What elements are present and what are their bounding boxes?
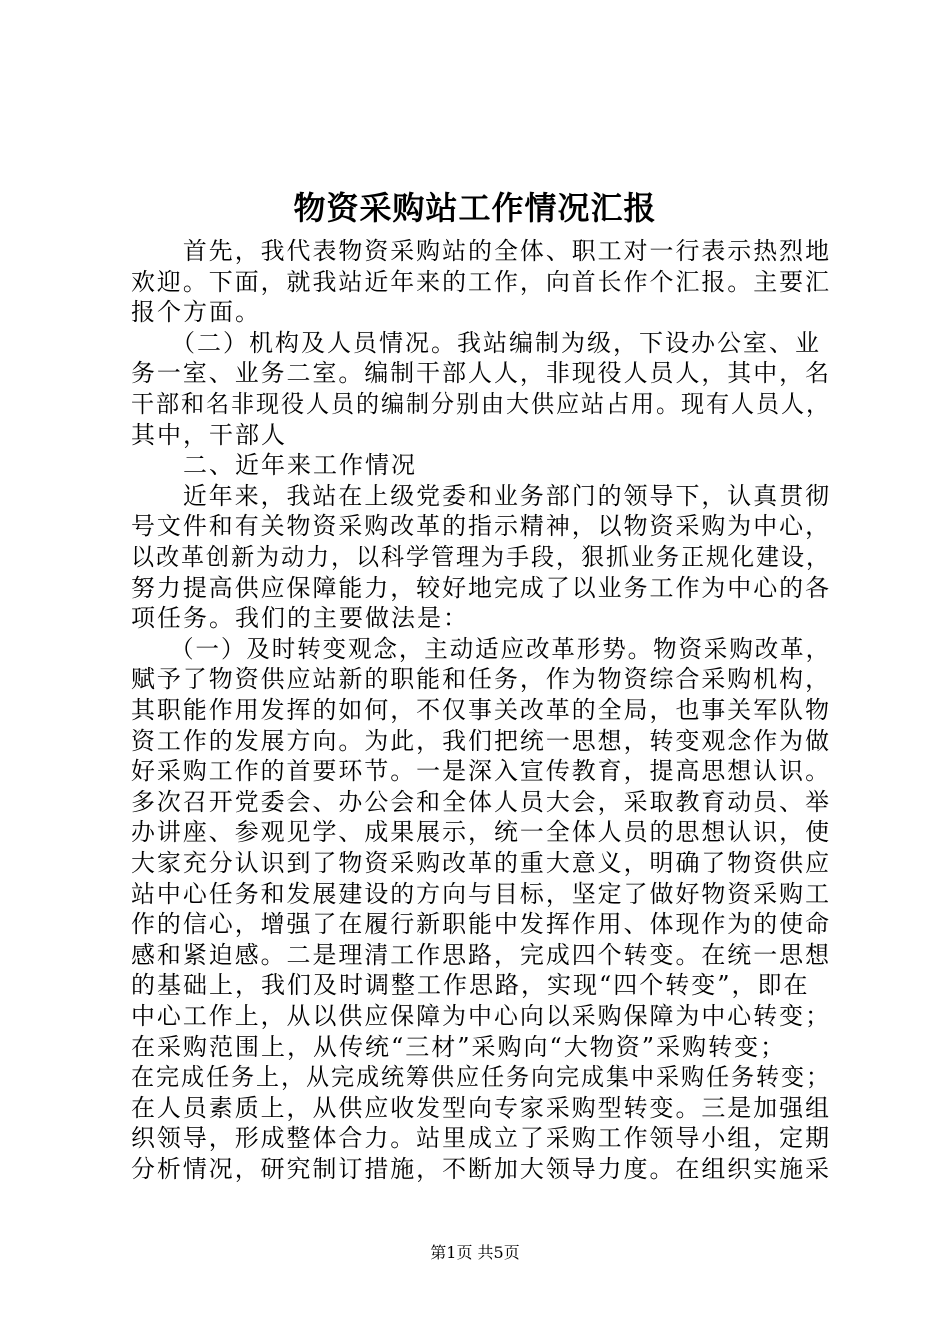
body-line: 在人员素质上，从供应收发型向专家采购型转变。三是加强组 [131, 1093, 831, 1122]
section-heading: 二、近年来工作情况 [131, 451, 417, 480]
body-line: 资工作的发展方向。为此，我们把统一思想，转变观念作为做 [131, 726, 831, 755]
body-line: 近年来，我站在上级党委和业务部门的领导下，认真贯彻 [131, 481, 831, 510]
body-line: 大家充分认识到了物资采购改革的重大意义，明确了物资供应 [131, 849, 831, 877]
body-line: 努力提高供应保障能力，较好地完成了以业务工作为中心的各 [131, 573, 831, 602]
body-line: 站中心任务和发展建设的方向与目标，坚定了做好物资采购工 [131, 879, 831, 908]
body-line: 首先，我代表物资采购站的全体、职工对一行表示热烈地 [131, 237, 831, 265]
body-line: 分析情况，研究制订措施，不断加大领导力度。在组织实施采 [131, 1155, 831, 1183]
body-line: 多次召开党委会、办公会和全体人员大会，采取教育动员、举 [131, 787, 831, 816]
body-line: 感和紧迫感。二是理清工作思路，完成四个转变。在统一思想 [131, 940, 831, 969]
body-line: 务一室、业务二室。编制干部人人，非现役人员人，其中，名 [131, 359, 831, 388]
body-line: 织领导，形成整体合力。站里成立了采购工作领导小组，定期 [131, 1124, 831, 1153]
body-line: 项任务。我们的主要做法是： [131, 604, 469, 633]
document-title: 物资采购站工作情况汇报 [293, 189, 657, 227]
body-line: 好采购工作的首要环节。一是深入宣传教育，提高思想认识。 [131, 757, 831, 786]
body-line: 以改革创新为动力，以科学管理为手段，狠抓业务正规化建设， [131, 543, 831, 571]
body-line: 号文件和有关物资采购改革的指示精神，以物资采购为中心， [131, 512, 831, 541]
body-line: 报个方面。 [131, 298, 261, 327]
body-line: 欢迎。下面，就我站近年来的工作，向首长作个汇报。主要汇 [131, 267, 831, 296]
body-line: 干部和名非现役人员的编制分别由大供应站占用。现有人员人， [131, 390, 831, 418]
body-line: 在采购范围上，从传统“三材”采购向“大物资”采购转变； [131, 1032, 787, 1061]
body-line: （一）及时转变观念，主动适应改革形势。物资采购改革， [131, 634, 831, 663]
body-line: 作的信心，增强了在履行新职能中发挥作用、体现作为的使命 [131, 910, 831, 939]
body-line: 的基础上，我们及时调整工作思路，实现“四个转变”，即在 [131, 971, 810, 1000]
body-line: 在完成任务上，从完成统筹供应任务向完成集中采购任务转变； [131, 1063, 831, 1092]
body-line: 其职能作用发挥的如何，不仅事关改革的全局，也事关军队物 [131, 696, 831, 724]
page-number: 第1页 共5页 [430, 1243, 520, 1262]
body-line: 中心工作上，从以供应保障为中心向以采购保障为中心转变； [131, 1002, 831, 1030]
body-line: 赋予了物资供应站新的职能和任务，作为物资综合采购机构， [131, 665, 831, 694]
body-line: 办讲座、参观见学、成果展示，统一全体人员的思想认识，使 [131, 818, 831, 847]
body-line: （二）机构及人员情况。我站编制为级，下设办公室、业 [131, 328, 821, 357]
body-line: 其中，干部人 [131, 420, 287, 449]
